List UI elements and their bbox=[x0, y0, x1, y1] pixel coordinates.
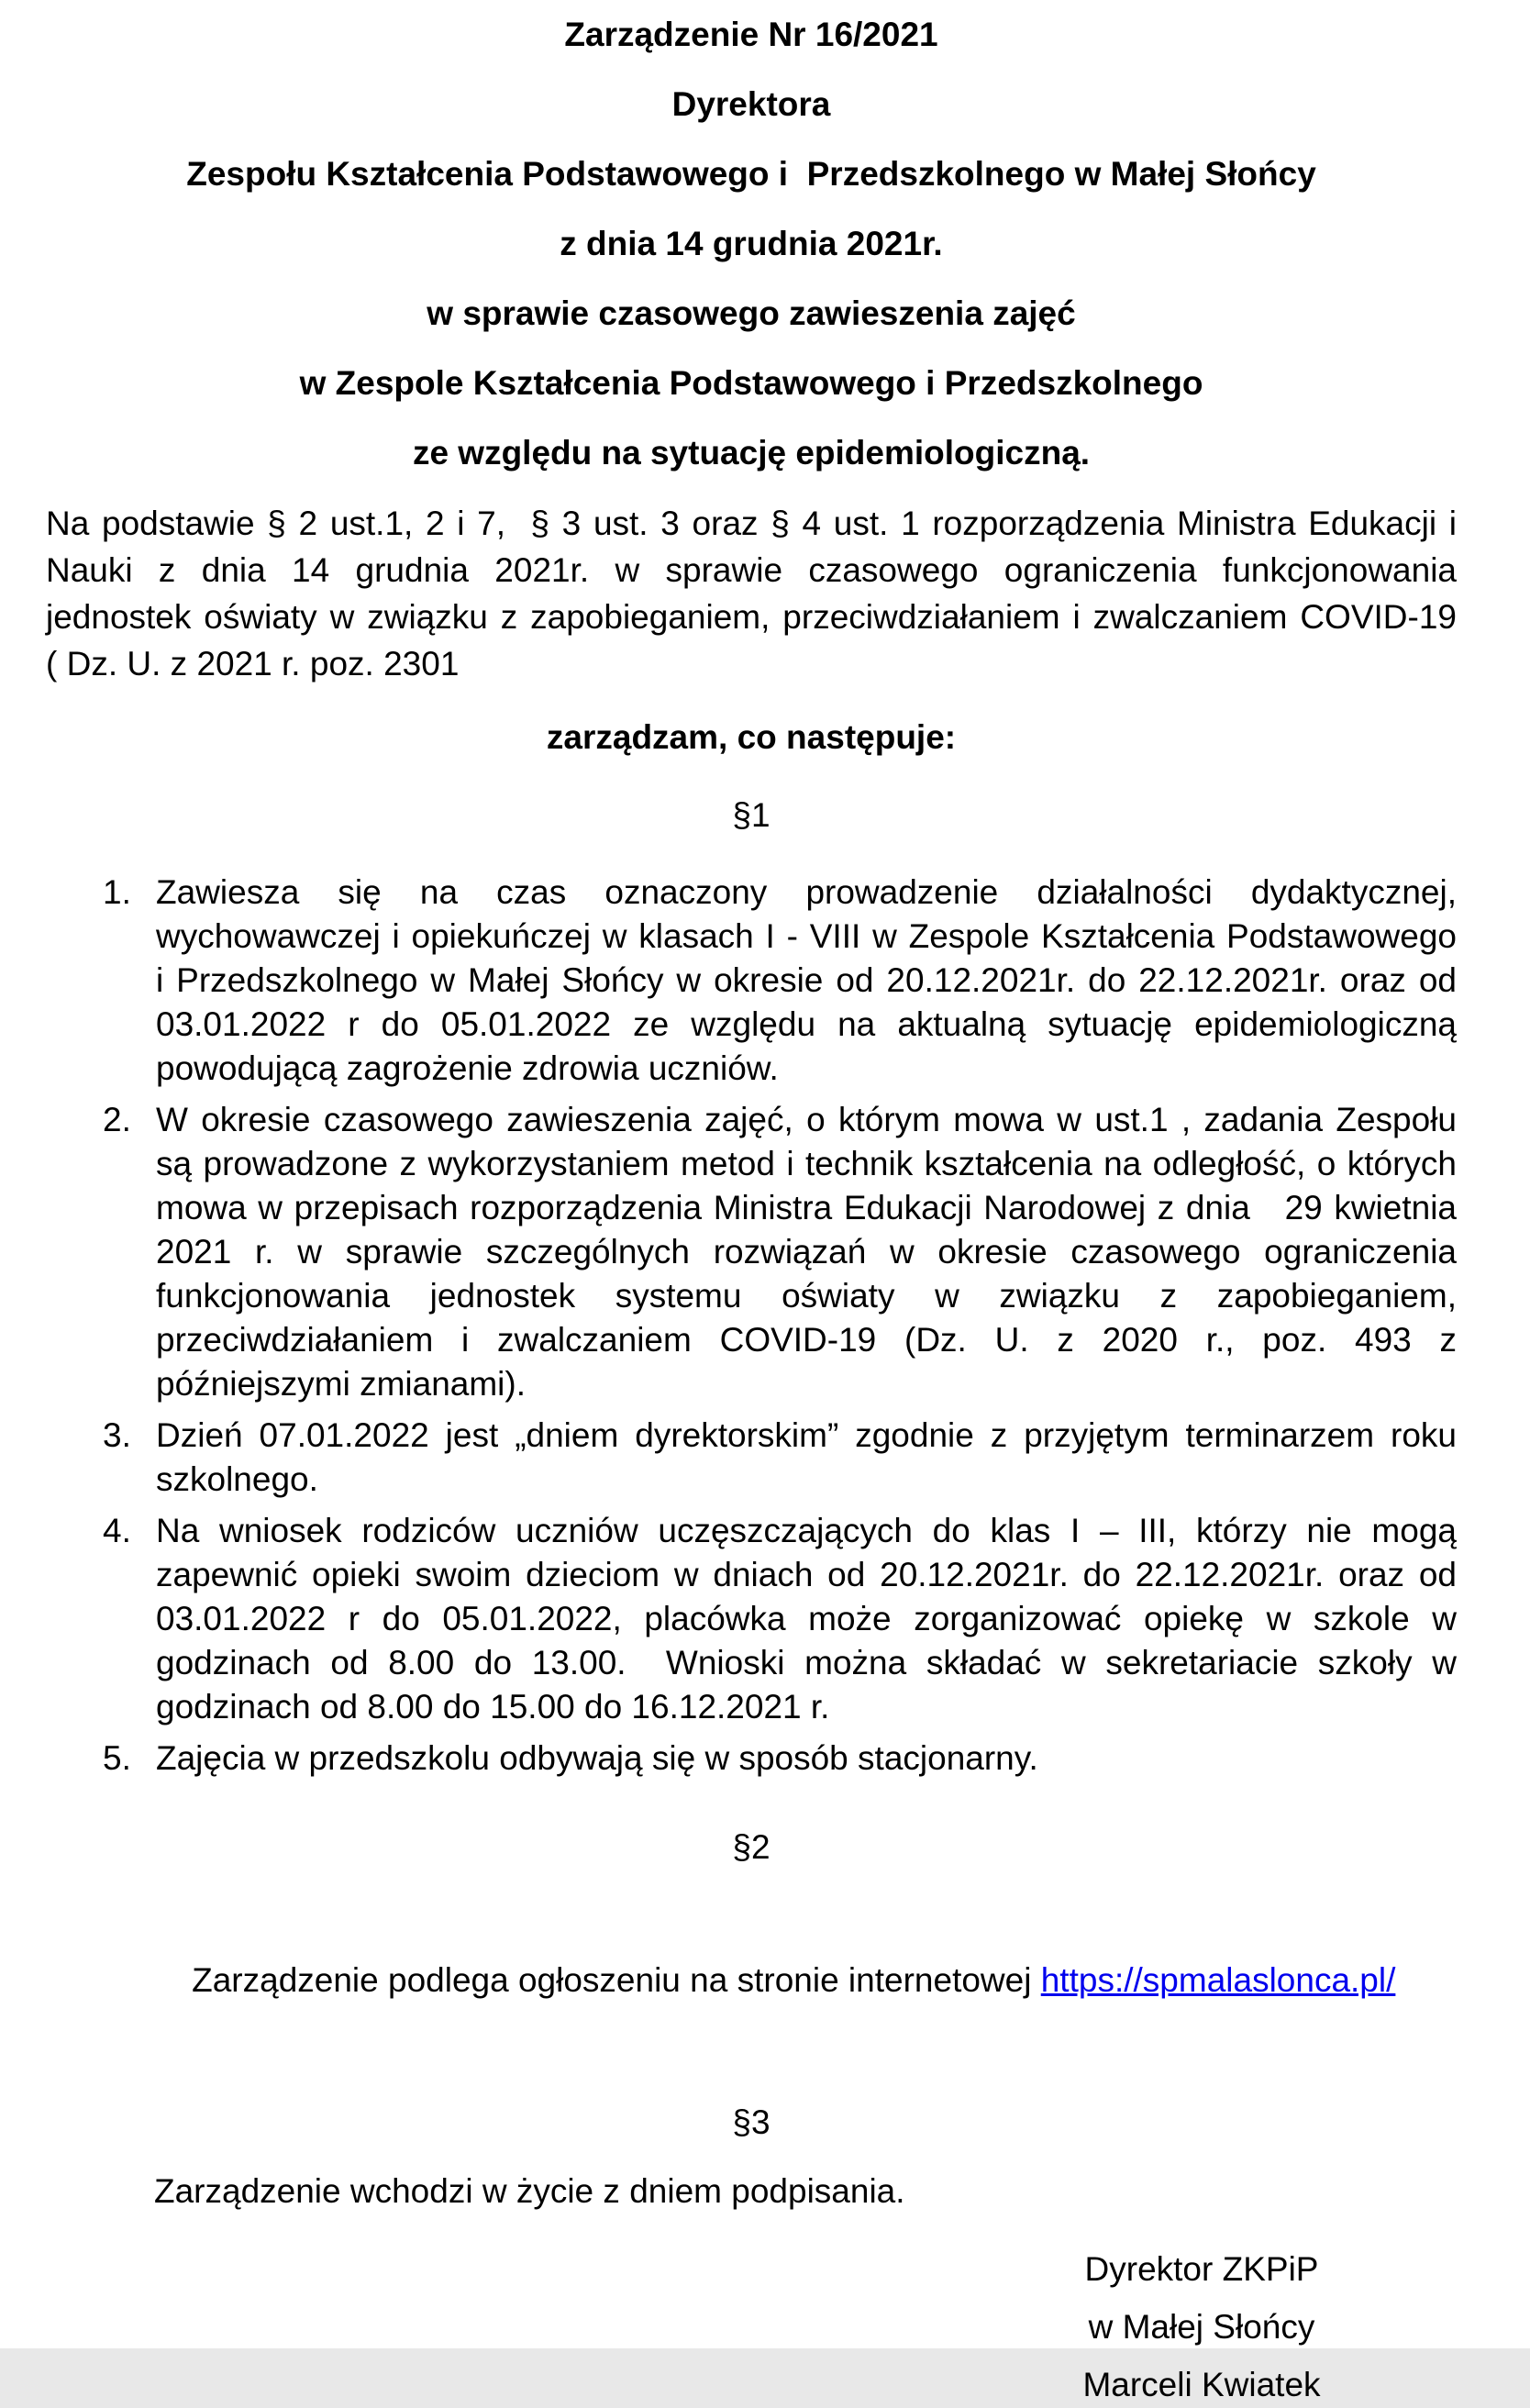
list-item-number: 4. bbox=[103, 1512, 131, 1549]
ordered-list bbox=[46, 871, 1457, 1781]
list-item-line: mowa w przepisach rozporządzenia Ministra Edukacji Narodowej z dnia 29 kwietnia bbox=[156, 1189, 1457, 1226]
list-item-line: 03.01.2022 r do 05.01.2022, placówka może zorganizować opiekę w szkole w bbox=[156, 1600, 1457, 1637]
list-item-number: 3. bbox=[103, 1416, 131, 1454]
list-item bbox=[46, 1509, 1457, 1729]
list-item-line: godzinach od 8.00 do 13.00. Wnioski można składać w sekretariacie szkoły w bbox=[156, 1644, 1457, 1681]
document-date-line: z dnia 14 grudnia 2021r. bbox=[560, 225, 943, 262]
list-item-line: powodującą zagrożenie zdrowia uczniów. bbox=[156, 1049, 779, 1087]
list-item bbox=[46, 1414, 1457, 1502]
document-subject-line: ze względu na sytuację epidemiologiczną. bbox=[412, 434, 1091, 472]
list-item-line: szkolnego. bbox=[156, 1460, 318, 1498]
signature-name: Marceli Kwiatek bbox=[1082, 2366, 1321, 2403]
paragraph-line: Na podstawie § 2 ust.1, 2 i 7, § 3 ust. 3 oraz § 4 ust. 1 rozporządzenia Ministra Edukacji i bbox=[46, 505, 1457, 542]
list-item-line: i Przedszkolnego w Małej Słońcy w okresie od 20.12.2021r. do 22.12.2021r. oraz od bbox=[156, 961, 1457, 999]
document-title-line: Dyrektora bbox=[671, 85, 831, 123]
section-2-mark: §2 bbox=[732, 1828, 771, 1866]
publication-text: Zarządzenie podlega ogłoszeniu na stronie internetowej bbox=[192, 1961, 1041, 1999]
signature-place: w Małej Słońcy bbox=[1088, 2308, 1315, 2346]
list-item-line: przeciwdziałaniem i zwalczaniem COVID-19 (Dz. U. z 2020 r., poz. 493 z bbox=[156, 1321, 1457, 1359]
list-item-line: zapewnić opieki swoim dzieciom w dniach od 20.12.2021r. do 22.12.2021r. oraz od bbox=[156, 1556, 1457, 1593]
list-item-line: 03.01.2022 r do 05.01.2022 ze względu na aktualną sytuację epidemiologiczną bbox=[156, 1005, 1457, 1043]
list-item-line: Zawiesza się na czas oznaczony prowadzenie działalności dydaktycznej, bbox=[156, 873, 1457, 911]
document-title: Zarządzenie Nr 16/2021 bbox=[564, 16, 938, 53]
document-header bbox=[46, 12, 1457, 476]
list-item bbox=[46, 871, 1457, 1091]
list-item-line: późniejszymi zmianami). bbox=[156, 1365, 526, 1403]
list-item bbox=[46, 1737, 1457, 1781]
document-title-line: Zespołu Kształcenia Podstawowego i Przedszkolnego w Małej Słońcy bbox=[186, 155, 1316, 193]
publication-paragraph bbox=[154, 1912, 1457, 2049]
list-item-line: 2021 r. w sprawie szczególnych rozwiązań w okresie czasowego ograniczenia bbox=[156, 1233, 1457, 1271]
decree-phrase: zarządzam, co następuje: bbox=[546, 718, 957, 756]
section-1-mark: §1 bbox=[732, 796, 771, 834]
effective-date-paragraph: Zarządzenie wchodzi w życie z dniem podpisania. bbox=[154, 2172, 905, 2210]
list-item-line: Zajęcia w przedszkolu odbywają się w sposób stacjonarny. bbox=[156, 1739, 1038, 1777]
list-item-line: Na wniosek rodziców uczniów uczęszczających do klas I – III, którzy nie mogą bbox=[156, 1512, 1457, 1549]
list-item-line: Dzień 07.01.2022 jest „dniem dyrektorskim” zgodnie z przyjętym terminarzem roku bbox=[156, 1416, 1457, 1454]
list-item-line: są prowadzone z wykorzystaniem metod i technik kształcenia na odległość, o których bbox=[156, 1145, 1457, 1182]
list-item-number: 5. bbox=[103, 1739, 131, 1777]
paragraph-line: ( Dz. U. z 2021 r. poz. 2301 bbox=[46, 645, 460, 682]
paragraph-line: jednostek oświaty w związku z zapobieganiem, przeciwdziałaniem i zwalczaniem COVID-19 bbox=[46, 598, 1457, 636]
document-subject-line: w Zespole Kształcenia Podstawowego i Przedszkolnego bbox=[299, 364, 1203, 402]
list-item-number: 1. bbox=[103, 873, 131, 911]
paragraph-line: Nauki z dnia 14 grudnia 2021r. w sprawie czasowego ograniczenia funkcjonowania bbox=[46, 551, 1457, 589]
list-item-line: W okresie czasowego zawieszenia zajęć, o którym mowa w ust.1 , zadania Zespołu bbox=[156, 1101, 1457, 1138]
signature-block bbox=[1009, 2247, 1394, 2408]
document-subject-line: w sprawie czasowego zawieszenia zajęć bbox=[427, 294, 1076, 332]
website-link[interactable]: https://spmalaslonca.pl/ bbox=[1040, 1961, 1396, 1999]
list-item-line: wychowawczej i opiekuńczej w klasach I - VIII w Zespole Kształcenia Podstawowego bbox=[156, 917, 1457, 955]
signature-role: Dyrektor ZKPiP bbox=[1084, 2250, 1319, 2288]
list-item-line: godzinach od 8.00 do 15.00 do 16.12.2021 r. bbox=[156, 1688, 830, 1726]
list-item-number: 2. bbox=[103, 1101, 131, 1138]
list-item bbox=[46, 1098, 1457, 1406]
legal-basis-paragraph bbox=[46, 500, 1457, 687]
list-item-line: funkcjonowania jednostek systemu oświaty w związku z zapobieganiem, bbox=[156, 1277, 1457, 1315]
section-3-mark: §3 bbox=[732, 2103, 771, 2141]
